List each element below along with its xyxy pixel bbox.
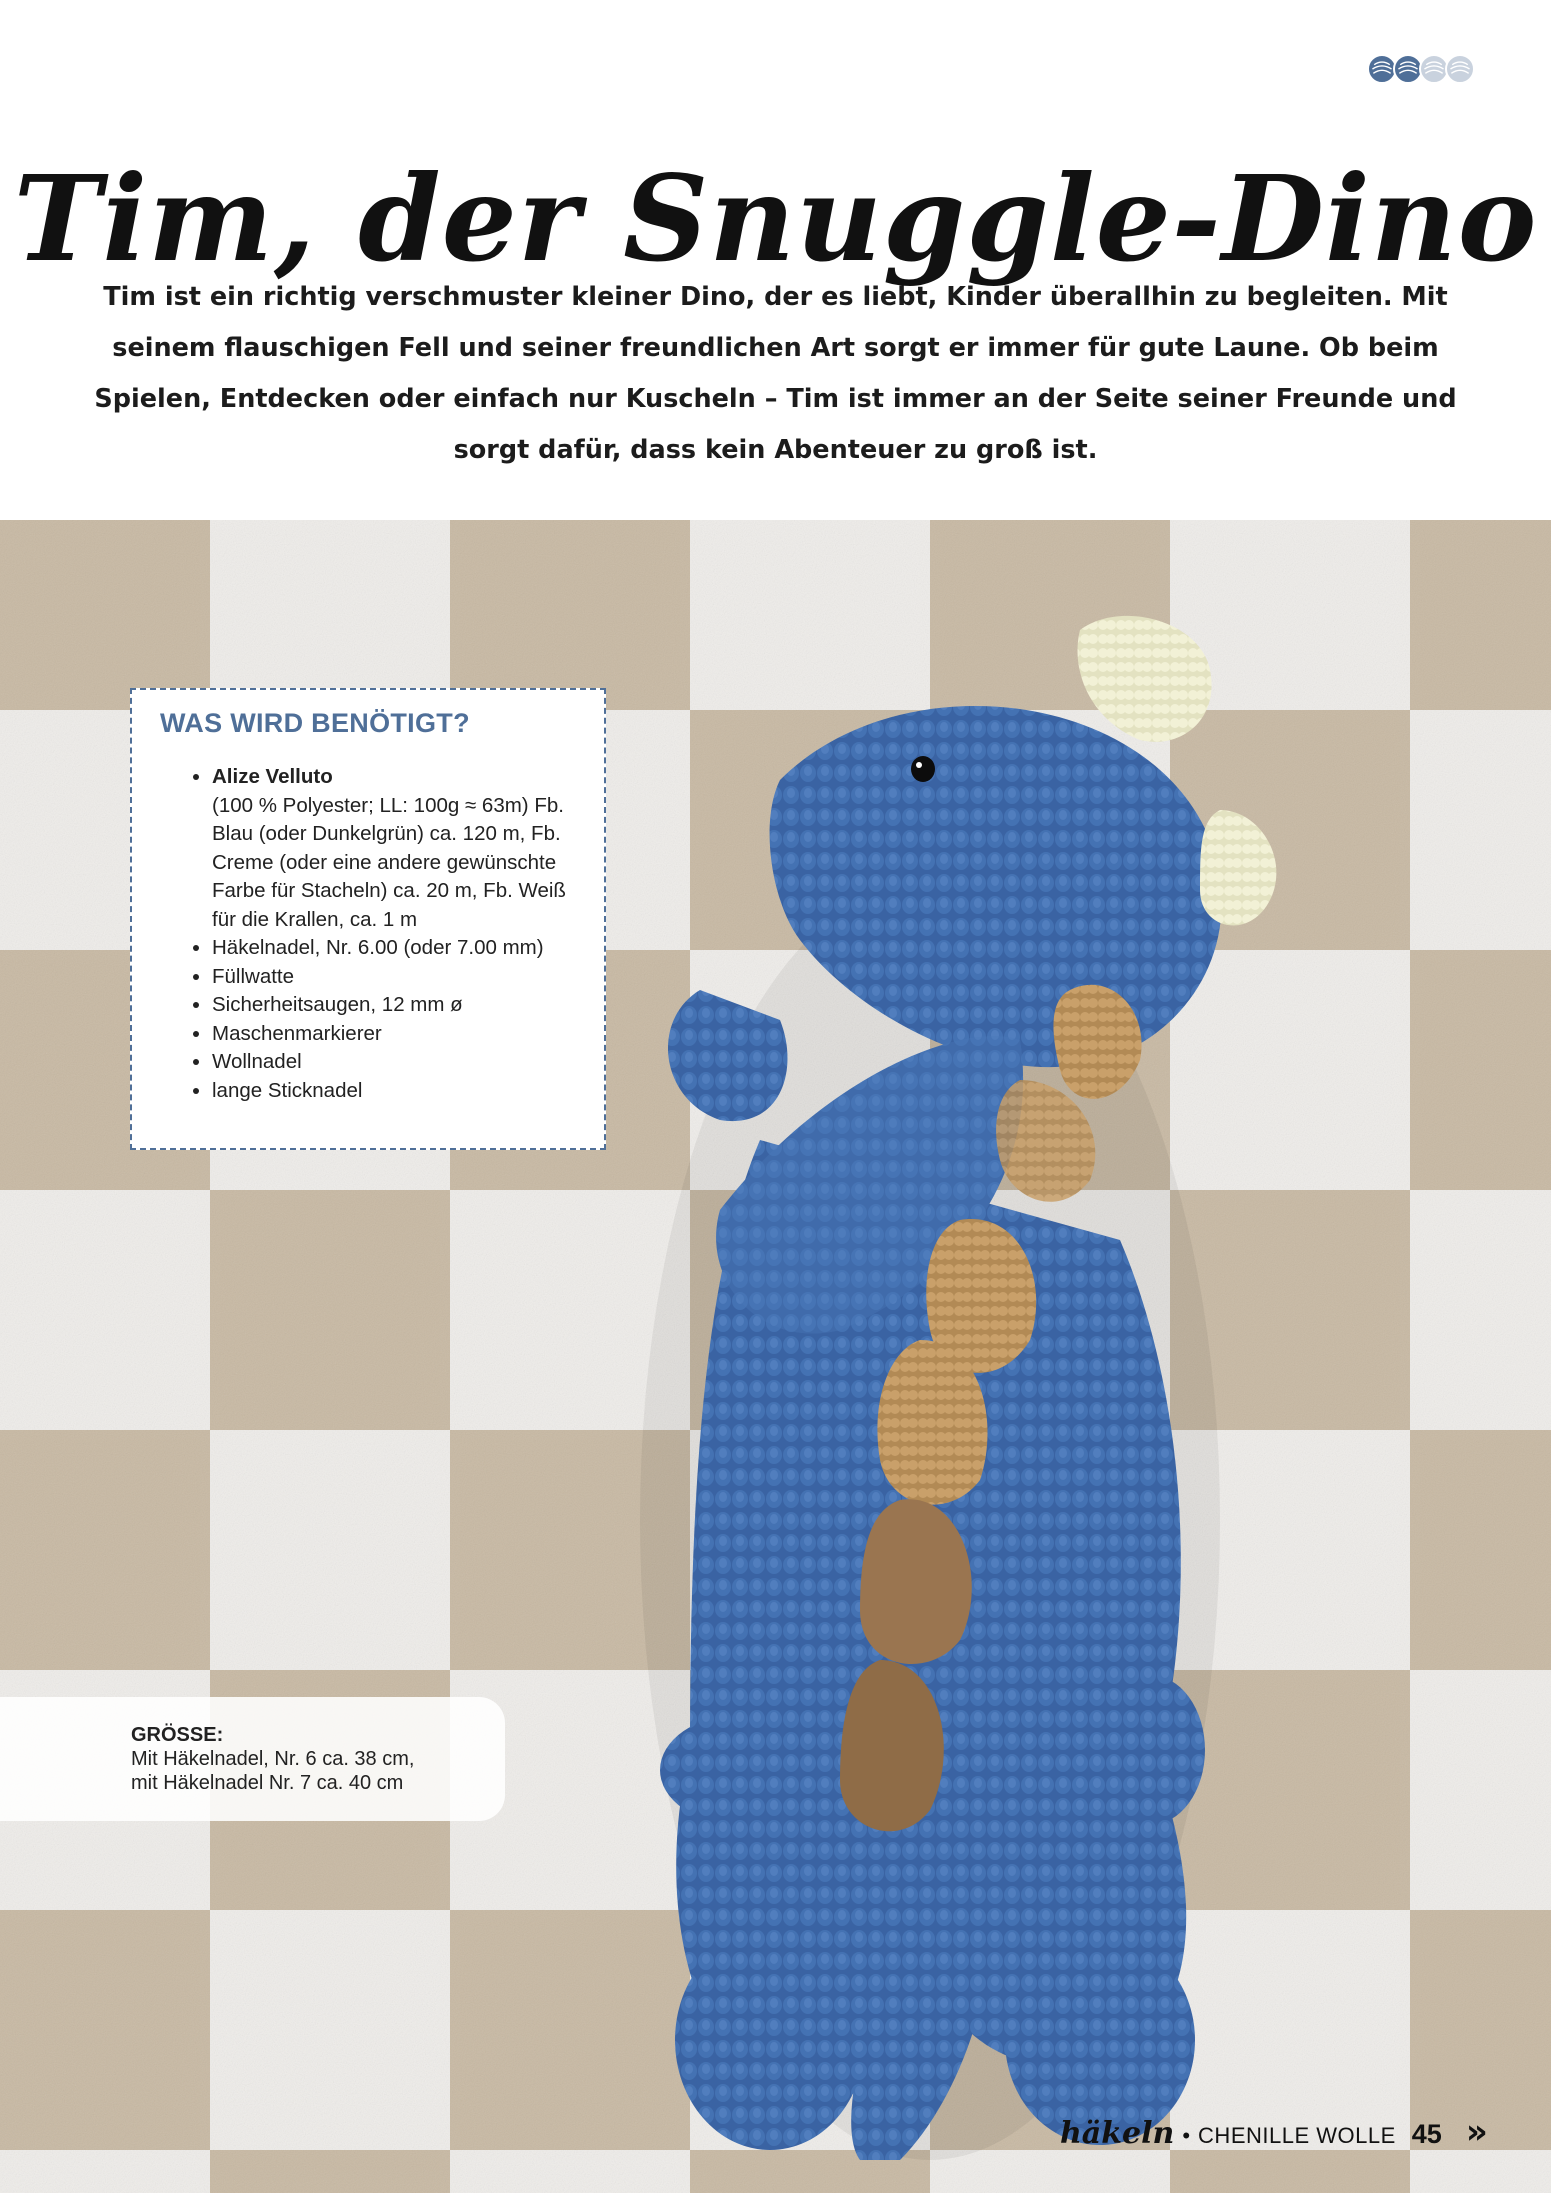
materials-item-embroidery-needle: • lange Sticknadel (212, 1077, 580, 1106)
section-label: CHENILLE WOLLE (1198, 2123, 1396, 2148)
intro-paragraph: Tim ist ein richtig verschmuster kleiner Dino, der es liebt, Kinder überallhin zu begleiten. Mit seinem flauschigen Fell und seiner freundlichen Art sorgt er immer für gute Laune. Ob beim Spielen, Entdecken oder einfach nur Kuscheln – Tim ist immer an der Seite seiner Freunde und sorgt dafür, dass kein Abenteuer zu groß ist. (94, 282, 1457, 465)
size-heading: GRÖSSE: (131, 1724, 224, 1746)
materials-item-stuffing: • Füllwatte (212, 963, 580, 992)
page-title: Tim, der Snuggle-Dino (13, 149, 1538, 289)
page-footer (1060, 2112, 1500, 2156)
dino-eye (911, 756, 935, 782)
materials-item-yarn-needle: • Wollnadel (212, 1048, 580, 1077)
size-line-1: Mit Häkelnadel, Nr. 6 ca. 38 cm, (131, 1748, 415, 1770)
yarn-details: (100 % Polyester; LL: 100g ≈ 63m) Fb. Blau (oder Dunkelgrün) ca. 120 m, Fb. Creme (oder eine andere gewünschte Farbe für Stacheln) ca. 20 m, Fb. Weiß für die Krallen, ca. 1 m (212, 793, 566, 931)
size-box (0, 1697, 505, 1821)
next-page-arrow-icon[interactable]: » (1465, 2112, 1488, 2152)
dino-photo (0, 520, 1551, 2193)
materials-item-markers: • Maschenmarkierer (212, 1020, 580, 1049)
materials-item-eyes: • Sicherheitsaugen, 12 mm ø (212, 991, 580, 1020)
materials-heading: WAS WIRD BENÖTIGT? (160, 708, 470, 738)
size-line-2: mit Häkelnadel Nr. 7 ca. 40 cm (131, 1772, 404, 1794)
materials-box (130, 688, 606, 1150)
materials-item-yarn (212, 763, 580, 934)
yarn-ball-empty-icon (1445, 54, 1475, 84)
difficulty-rating (1371, 54, 1475, 84)
yarn-name: • Alize Velluto (212, 765, 333, 788)
page-number: 45 (1411, 2119, 1442, 2149)
magazine-brand: häkeln (1060, 2116, 1175, 2151)
materials-list (160, 763, 580, 1105)
materials-item-hook: • Häkelnadel, Nr. 6.00 (oder 7.00 mm) (212, 934, 580, 963)
footer-separator: • (1182, 2123, 1191, 2148)
